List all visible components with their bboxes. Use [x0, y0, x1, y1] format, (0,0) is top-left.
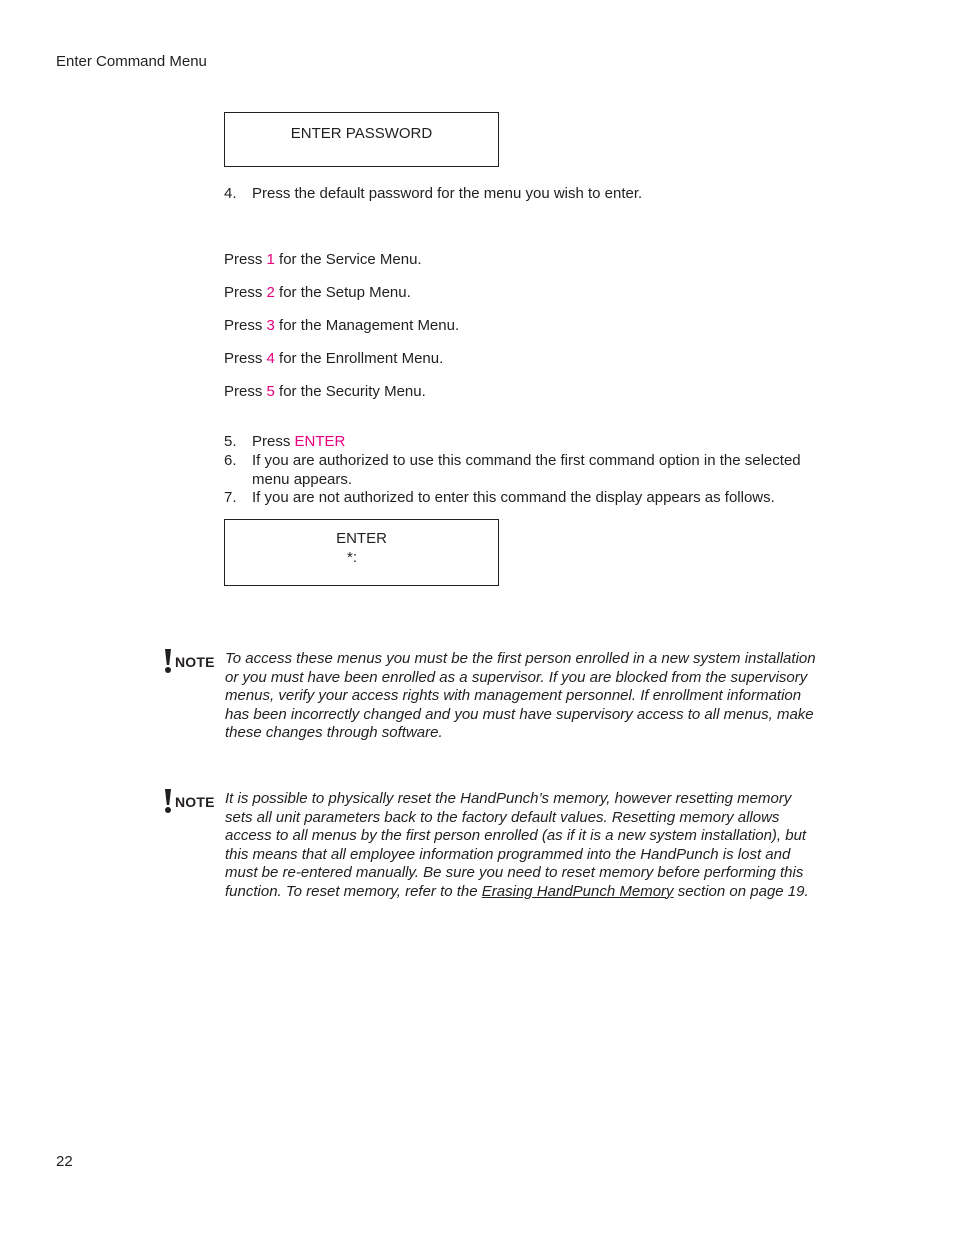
note-text: It is possible to physically reset the HandPunch’s memory, however resetting memory sets all unit parameters back to the factory default values. Resetting memory allows access to all menus by the first person enrolled (as if it is a new system installation), but this means that all employee information programmed into the HandPunch is lost and must be re-entered manually. Be sure you need to reset memory before performing this function. To reset memory, refer to the Erasing HandPunch Memory section on page 19.: [225, 790, 809, 900]
lcd-line: *:: [346, 549, 357, 566]
step-number: 7.: [224, 489, 237, 506]
menu-key: 1: [266, 251, 275, 268]
step-text: If you are not authorized to enter this command the display appears as follows.: [252, 489, 775, 506]
step-text: Press ENTER: [252, 433, 346, 450]
step-text: If you are authorized to use this command the first command option in the selected menu appears.: [252, 452, 801, 488]
menu-option-service: Press 1 for the Service Menu.: [224, 251, 422, 268]
note-text: To access these menus you must be the first person enrolled in a new system installation or you must have been enrolled as a supervisor. If you are blocked from the supervisory menus, verify your access rights with management personnel. If enrollment information has been incorrectly changed and you must have supervisory access to all menus, make these changes through software.: [225, 650, 816, 741]
enter-key: ENTER: [294, 433, 346, 450]
menu-key: 2: [266, 284, 275, 301]
exclamation-icon: [163, 648, 173, 674]
lcd-display-password: [224, 112, 499, 167]
section-header: Enter Command Menu: [56, 53, 207, 70]
lcd-line: ENTER: [336, 530, 387, 547]
menu-option-enrollment: Press 4 for the Enrollment Menu.: [224, 350, 444, 367]
page-number: 22: [56, 1153, 73, 1170]
note-label: NOTE: [175, 794, 215, 810]
step-number: 4.: [224, 185, 237, 202]
step-number: 5.: [224, 433, 237, 450]
menu-key: 3: [266, 317, 275, 334]
menu-key: 5: [266, 383, 275, 400]
step-number: 6.: [224, 452, 237, 469]
erasing-memory-link[interactable]: Erasing HandPunch Memory: [481, 882, 674, 900]
note-label: NOTE: [175, 654, 215, 670]
lcd-line: ENTER PASSWORD: [290, 125, 433, 142]
step-text: Press the default password for the menu you wish to enter.: [252, 185, 643, 202]
menu-key: 4: [266, 350, 275, 367]
lcd-display-denied: [224, 519, 499, 586]
note-badge: [163, 788, 223, 814]
menu-option-management: Press 3 for the Management Menu.: [224, 317, 460, 334]
menu-option-security: Press 5 for the Security Menu.: [224, 383, 426, 400]
note-badge: [163, 648, 223, 674]
exclamation-icon: [163, 788, 173, 814]
menu-option-setup: Press 2 for the Setup Menu.: [224, 284, 411, 301]
